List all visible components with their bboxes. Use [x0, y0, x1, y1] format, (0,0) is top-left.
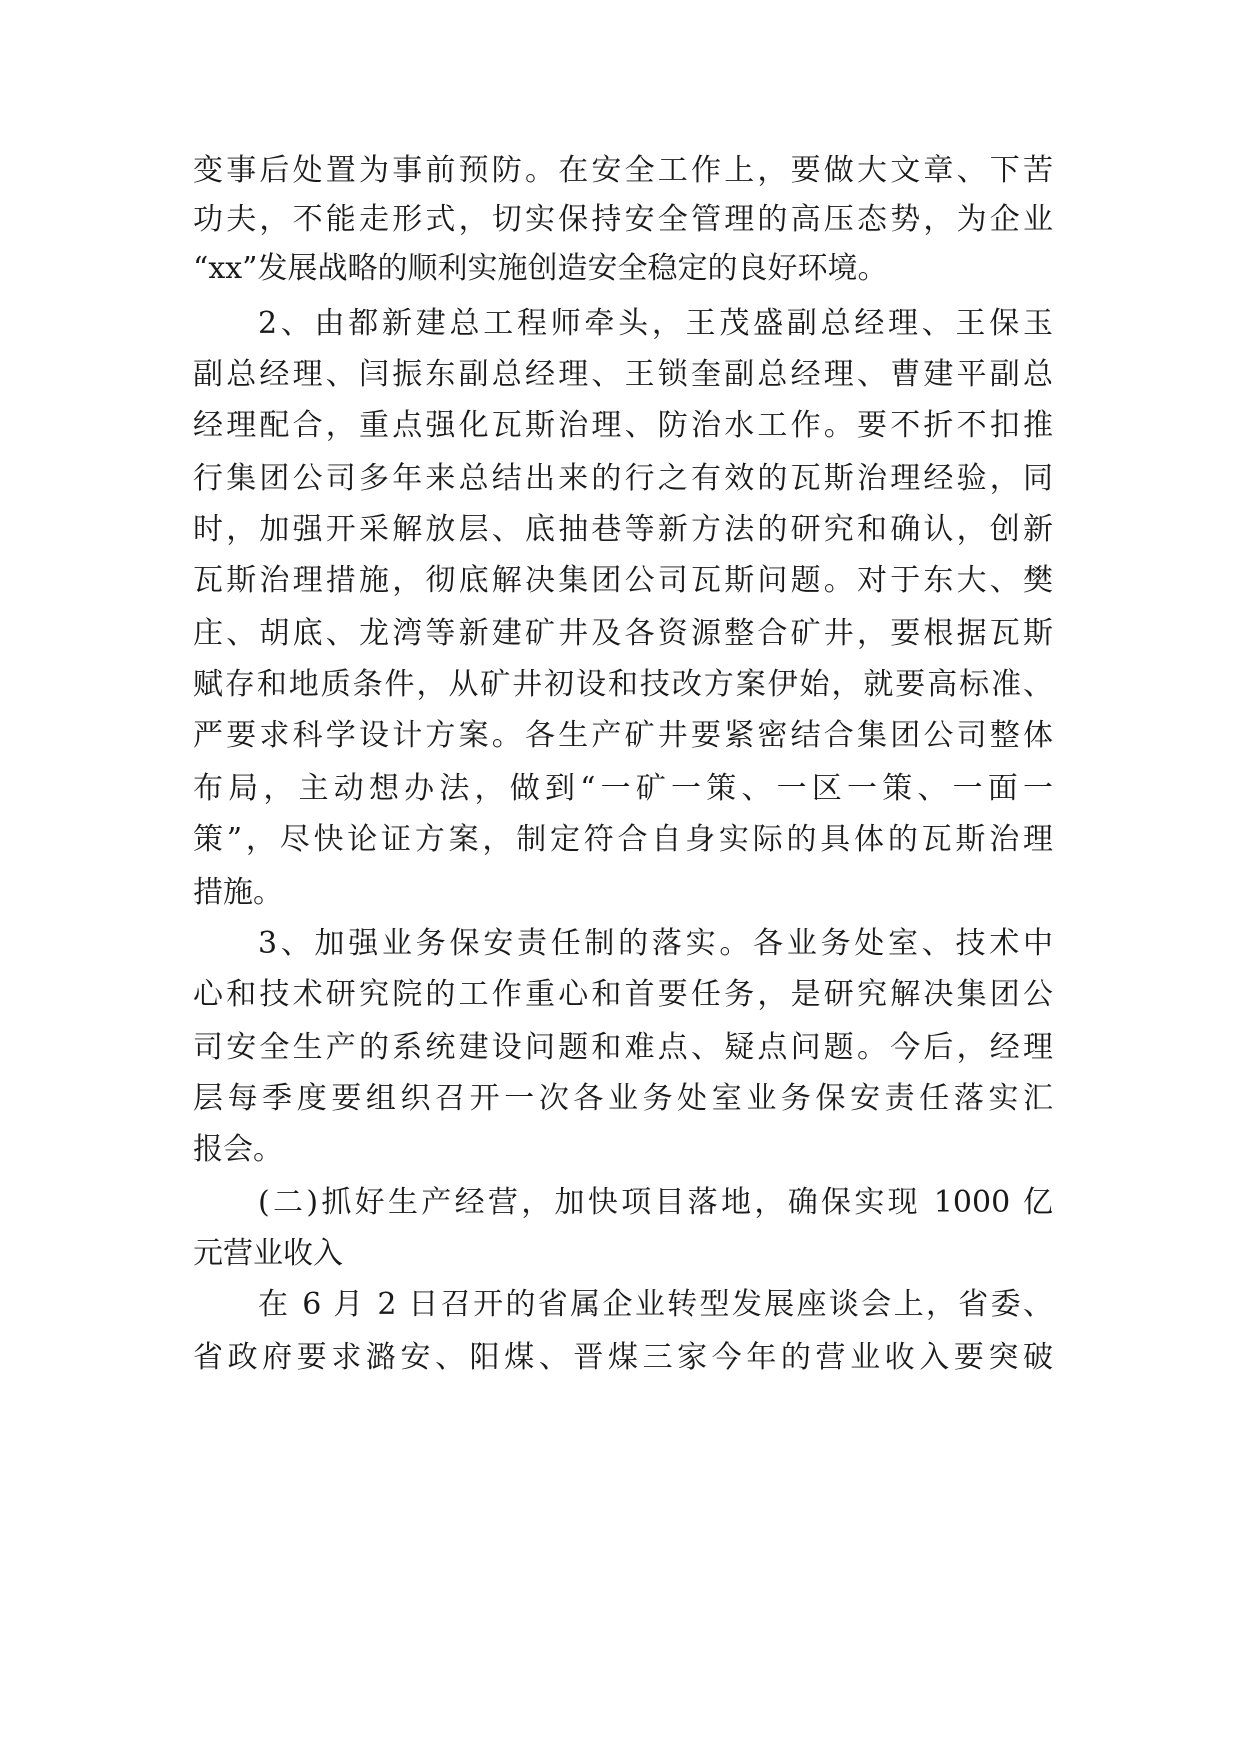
paragraph-start-line: 在 6 月 2 日召开的省属企业转型发展座谈会上，省委、 — [258, 1287, 1053, 1322]
paragraph-start-line: 3、加强业务保安责任制的落实。各业务处室、技术中 — [258, 926, 1053, 961]
text-line: 庄、胡底、龙湾等新建矿井及各资源整合矿井，要根据瓦斯 — [193, 616, 1053, 651]
text-line: 功夫，不能走形式，切实保持安全管理的高压态势，为企业 — [193, 202, 1053, 237]
text-line: 布局，主动想办法，做到“一矿一策、一区一策、一面一 — [193, 771, 1053, 806]
text-line: 策”，尽快论证方案，制定符合自身实际的具体的瓦斯治理 — [193, 822, 1053, 857]
text-line: 心和技术研究院的工作重心和首要任务，是研究解决集团公 — [193, 977, 1053, 1012]
text-line: 瓦斯治理措施，彻底解决集团公司瓦斯问题。对于东大、樊 — [193, 563, 1053, 598]
text-line: 报会。 — [193, 1132, 283, 1167]
text-line: 措施。 — [193, 875, 283, 910]
text-line: 经理配合，重点强化瓦斯治理、防治水工作。要不折不扣推 — [193, 408, 1053, 443]
text-line: 副总经理、闫振东副总经理、王锁奎副总经理、曹建平副总 — [193, 357, 1053, 392]
text-line: “xx”发展战略的顺利实施创造安全稳定的良好环境。 — [193, 251, 888, 286]
section-heading-line: (二)抓好生产经营，加快项目落地，确保实现 1000 亿 — [258, 1185, 1053, 1220]
text-line: 省政府要求潞安、阳煤、晋煤三家今年的营业收入要突破 — [193, 1340, 1053, 1375]
section-heading-line: 元营业收入 — [193, 1236, 343, 1271]
text-line: 严要求科学设计方案。各生产矿井要紧密结合集团公司整体 — [193, 718, 1053, 753]
text-line: 时，加强开采解放层、底抽巷等新方法的研究和确认，创新 — [193, 512, 1053, 547]
text-line: 司安全生产的系统建设问题和难点、疑点问题。今后，经理 — [193, 1030, 1053, 1065]
text-line: 变事后处置为事前预防。在安全工作上，要做大文章、下苦 — [193, 153, 1053, 188]
paragraph-start-line: 2、由都新建总工程师牵头，王茂盛副总经理、王保玉 — [258, 306, 1053, 341]
text-line: 层每季度要组织召开一次各业务处室业务保安责任落实汇 — [193, 1081, 1053, 1116]
text-line: 赋存和地质条件，从矿井初设和技改方案伊始，就要高标准、 — [193, 667, 1053, 702]
text-line: 行集团公司多年来总结出来的行之有效的瓦斯治理经验，同 — [193, 461, 1053, 496]
